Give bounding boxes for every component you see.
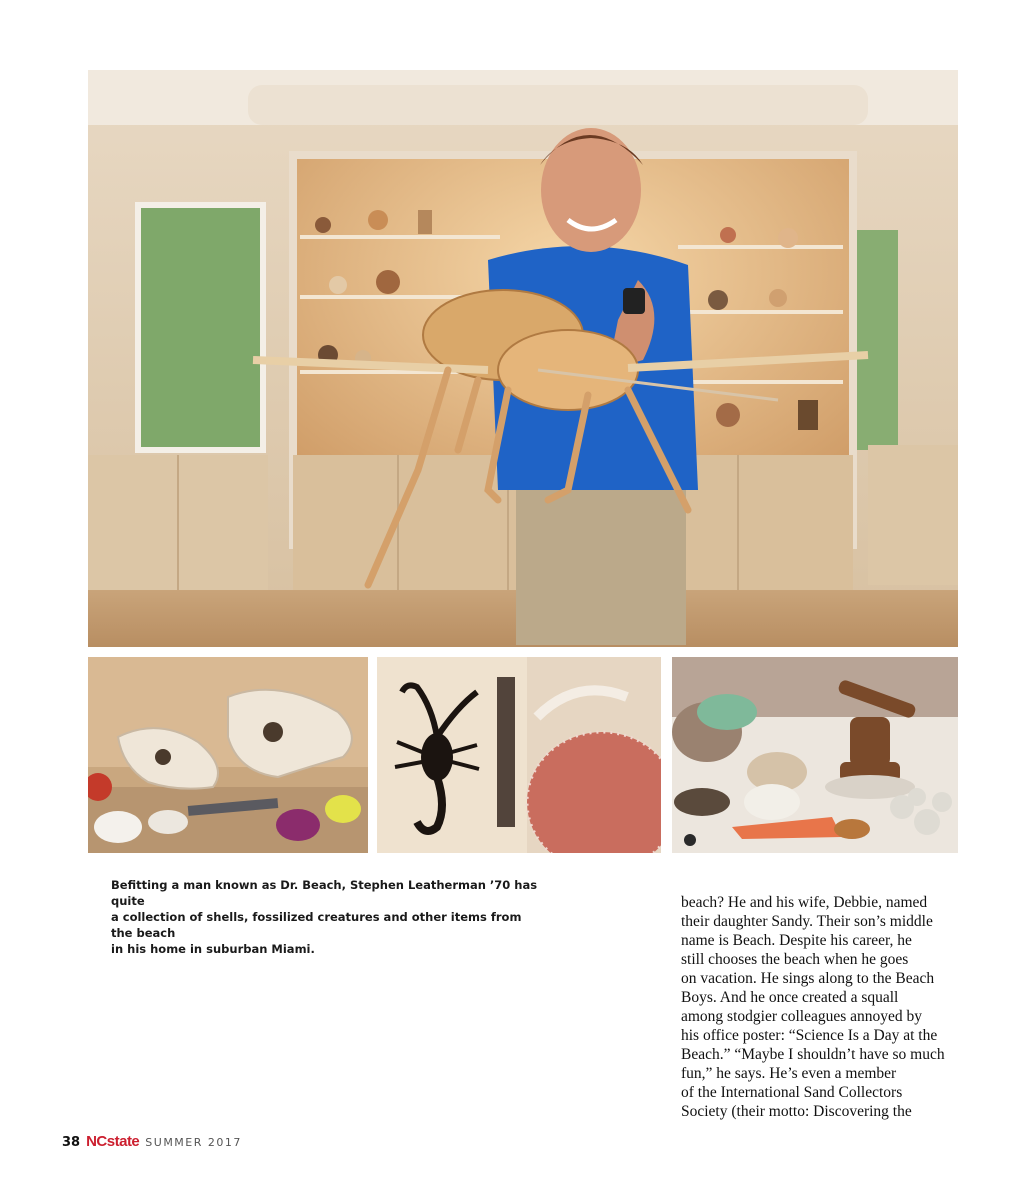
body-line: Beach.” “Maybe I shouldn’t have so much (681, 1046, 945, 1063)
issue-date: SUMMER 2017 (145, 1136, 242, 1149)
photo-caption (111, 877, 541, 957)
page-footer (62, 1133, 242, 1153)
body-line: fun,” he says. He’s even a member (681, 1065, 897, 1082)
article-body (681, 893, 981, 1121)
publication-logo: NCstate (86, 1133, 140, 1150)
caption-line: a collection of shells, fossilized creatures and other items from the beach (111, 910, 522, 940)
body-line: on vacation. He sings along to the Beach (681, 970, 935, 987)
body-line: their daughter Sandy. Their son’s middle (681, 913, 933, 930)
main-photo (88, 70, 958, 647)
body-line: still chooses the beach when he goes (681, 951, 909, 968)
caption-line: Befitting a man known as Dr. Beach, Stephen Leatherman ’70 has quite (111, 878, 538, 908)
scorpion-urchin-photo (377, 657, 661, 853)
body-line: his office poster: “Science Is a Day at the (681, 1027, 938, 1044)
body-line: of the International Sand Collectors (681, 1084, 903, 1101)
body-line: name is Beach. Despite his career, he (681, 932, 912, 949)
skulls-photo (88, 657, 368, 853)
body-line: Society (their motto: Discovering the (681, 1103, 912, 1120)
page-number: 38 (62, 1135, 81, 1150)
caption-line: in his home in suburban Miami. (111, 942, 315, 956)
minerals-photo (672, 657, 958, 853)
body-line: beach? He and his wife, Debbie, named (681, 894, 928, 911)
body-line: among stodgier colleagues annoyed by (681, 1008, 923, 1025)
body-line: Boys. And he once created a squall (681, 989, 899, 1006)
